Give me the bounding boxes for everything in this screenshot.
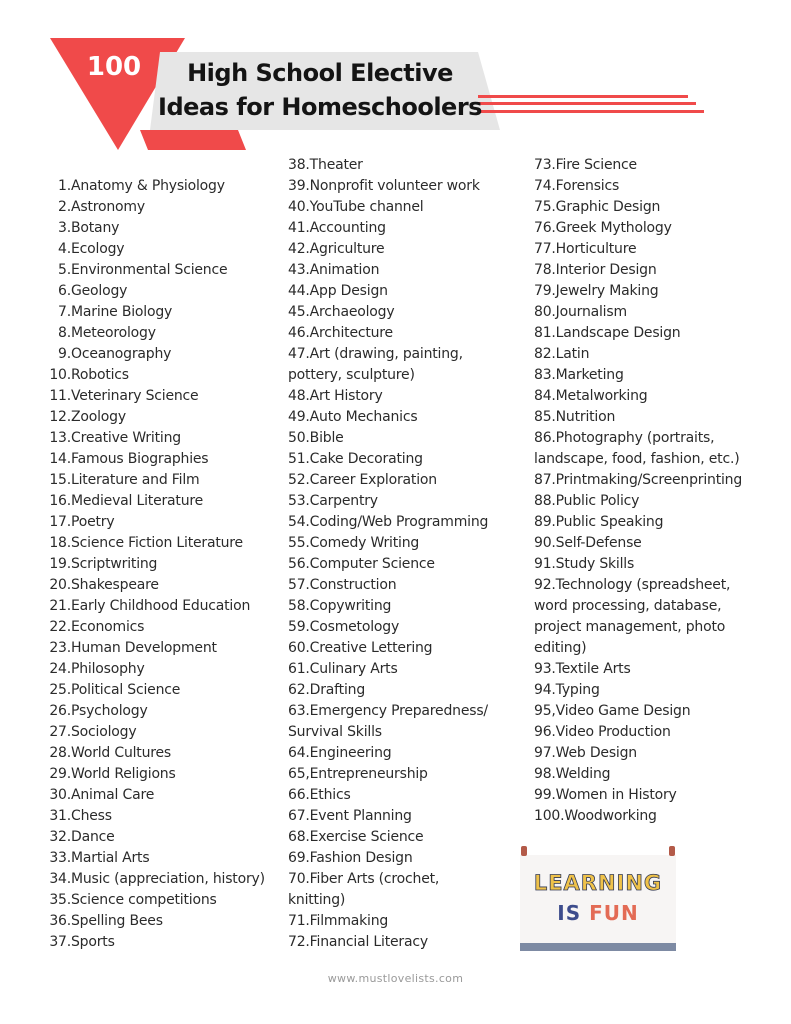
list-column-2: [288, 155, 488, 953]
list-item: [0, 512, 265, 533]
list-item: [0, 533, 265, 554]
list-item: 42.Agriculture: [288, 241, 385, 257]
item-label: Poetry: [71, 514, 115, 530]
item-label: Chess: [71, 808, 112, 824]
item-number: 15.: [49, 472, 71, 488]
list-item: 75.Graphic Design: [534, 199, 661, 215]
item-label: Political Science: [71, 682, 181, 698]
list-item: 67.Event Planning: [288, 808, 412, 824]
list-item: [0, 449, 265, 470]
item-label: Philosophy: [71, 661, 145, 677]
list-item: word processing, database,: [534, 598, 722, 614]
sign-line-2: [517, 901, 679, 925]
item-number: 5.: [58, 262, 71, 278]
item-label: World Cultures: [71, 745, 172, 761]
list-item: [0, 344, 265, 365]
item-label: Early Childhood Education: [71, 598, 251, 614]
list-item: 40.YouTube channel: [288, 199, 424, 215]
item-number: 16.: [49, 493, 71, 509]
item-number: 17.: [49, 514, 71, 530]
list-item: 90.Self-Defense: [534, 535, 642, 551]
item-label: Psychology: [71, 703, 148, 719]
item-label: Medieval Literature: [71, 493, 204, 509]
list-column-3: [534, 155, 742, 827]
item-label: Environmental Science: [71, 262, 228, 278]
list-item: 50.Bible: [288, 430, 344, 446]
list-item: [0, 785, 265, 806]
list-item: 93.Textile Arts: [534, 661, 631, 677]
list-item: [0, 575, 265, 596]
list-item: 49.Auto Mechanics: [288, 409, 418, 425]
item-label: Scriptwriting: [71, 556, 158, 572]
badge-number: 100: [86, 52, 142, 82]
item-number: 3.: [58, 220, 71, 236]
list-item: 70.Fiber Arts (crochet,: [288, 871, 440, 887]
item-number: 1.: [58, 178, 71, 194]
title-line-1: High School Elective: [187, 59, 453, 87]
item-label: Creative Writing: [71, 430, 181, 446]
item-number: 6.: [58, 283, 71, 299]
list-item: 80.Journalism: [534, 304, 627, 320]
list-item: 60.Creative Lettering: [288, 640, 433, 656]
item-number: 37.: [49, 934, 71, 950]
list-item: Survival Skills: [288, 724, 382, 740]
list-item: [0, 239, 265, 260]
pin-icon: [521, 846, 527, 856]
item-number: 35.: [49, 892, 71, 908]
item-label: Sociology: [71, 724, 137, 740]
list-item: landscape, food, fashion, etc.): [534, 451, 740, 467]
item-number: 34.: [49, 871, 71, 887]
footer-url: www.mustlovelists.com: [327, 972, 464, 985]
item-number: 14.: [49, 451, 71, 467]
list-item: [0, 890, 265, 911]
item-number: 10.: [49, 367, 71, 383]
list-item: [0, 554, 265, 575]
list-item: 57.Construction: [288, 577, 397, 593]
item-number: 25.: [49, 682, 71, 698]
item-label: Oceanography: [71, 346, 172, 362]
list-item: 45.Archaeology: [288, 304, 395, 320]
list-item: 41.Accounting: [288, 220, 386, 236]
item-label: Geology: [71, 283, 128, 299]
list-item: 59.Cosmetology: [288, 619, 400, 635]
item-number: 26.: [49, 703, 71, 719]
list-item: [0, 491, 265, 512]
list-item: [0, 869, 265, 890]
list-item: [0, 260, 265, 281]
list-item: 71.Filmmaking: [288, 913, 389, 929]
list-item: 43.Animation: [288, 262, 380, 278]
item-number: 23.: [49, 640, 71, 656]
list-item: 69.Fashion Design: [288, 850, 413, 866]
list-item: 63.Emergency Preparedness/: [288, 703, 488, 719]
list-item: 96.Video Production: [534, 724, 671, 740]
item-number: 18.: [49, 535, 71, 551]
list-item: 55.Comedy Writing: [288, 535, 420, 551]
item-number: 28.: [49, 745, 71, 761]
list-item: 78.Interior Design: [534, 262, 657, 278]
list-item: 52.Career Exploration: [288, 472, 437, 488]
item-number: 30.: [49, 787, 71, 803]
item-label: Shakespeare: [71, 577, 159, 593]
list-item: 51.Cake Decorating: [288, 451, 423, 467]
list-item: [0, 617, 265, 638]
item-number: 2.: [58, 199, 71, 215]
list-item: 95,Video Game Design: [534, 703, 691, 719]
list-item: 58.Copywriting: [288, 598, 392, 614]
list-item: [0, 176, 265, 197]
list-item: 46.Architecture: [288, 325, 393, 341]
list-item: 73.Fire Science: [534, 157, 637, 173]
list-item: [0, 911, 265, 932]
item-label: Dance: [71, 829, 115, 845]
item-label: Human Development: [71, 640, 217, 656]
item-number: 13.: [49, 430, 71, 446]
item-number: 24.: [49, 661, 71, 677]
list-item: 54.Coding/Web Programming: [288, 514, 489, 530]
list-item: 56.Computer Science: [288, 556, 435, 572]
list-item: knitting): [288, 892, 346, 908]
item-label: Astronomy: [71, 199, 145, 215]
list-item: [0, 848, 265, 869]
learning-is-fun-sign: [517, 843, 679, 953]
item-label: World Religions: [71, 766, 176, 782]
item-label: Martial Arts: [71, 850, 150, 866]
list-item: 85.Nutrition: [534, 409, 616, 425]
list-item: [0, 932, 265, 953]
list-item: 99.Women in History: [534, 787, 677, 803]
item-number: 19.: [49, 556, 71, 572]
red-rule-3: [478, 110, 704, 113]
list-item: pottery, sculpture): [288, 367, 415, 383]
list-item: 87.Printmaking/Screenprinting: [534, 472, 743, 488]
list-item: 79.Jewelry Making: [534, 283, 659, 299]
item-label: Famous Biographies: [71, 451, 209, 467]
item-number: 29.: [49, 766, 71, 782]
item-number: 22.: [49, 619, 71, 635]
item-label: Robotics: [71, 367, 129, 383]
item-number: 21.: [49, 598, 71, 614]
item-label: Botany: [71, 220, 120, 236]
list-item: editing): [534, 640, 587, 656]
item-label: Spelling Bees: [71, 913, 163, 929]
red-strip: [140, 130, 246, 150]
list-item: project management, photo: [534, 619, 726, 635]
list-item: 74.Forensics: [534, 178, 620, 194]
list-item: 82.Latin: [534, 346, 590, 362]
list-item: 64.Engineering: [288, 745, 392, 761]
item-label: Meteorology: [71, 325, 156, 341]
list-item: 97.Web Design: [534, 745, 637, 761]
list-item: 53.Carpentry: [288, 493, 378, 509]
item-number: 7.: [58, 304, 71, 320]
sign-line-1: LEARNING: [533, 871, 663, 895]
list-item: [0, 827, 265, 848]
list-item: [0, 596, 265, 617]
item-label: Science Fiction Literature: [71, 535, 243, 551]
item-label: Sports: [71, 934, 115, 950]
list-item: 44.App Design: [288, 283, 388, 299]
list-item: 84.Metalworking: [534, 388, 648, 404]
list-item: 76.Greek Mythology: [534, 220, 672, 236]
list-item: 61.Culinary Arts: [288, 661, 398, 677]
list-item: 100.Woodworking: [534, 808, 657, 824]
list-item: 38.Theater: [288, 157, 363, 173]
title-line-2: Ideas for Homeschoolers: [158, 93, 482, 121]
list-item: 91.Study Skills: [534, 556, 635, 572]
item-number: 4.: [58, 241, 71, 257]
list-item: 66.Ethics: [288, 787, 351, 803]
list-item: [0, 470, 265, 491]
item-number: 8.: [58, 325, 71, 341]
item-label: Science competitions: [71, 892, 217, 908]
page-title: [150, 56, 490, 124]
pin-icon: [669, 846, 675, 856]
list-item: 83.Marketing: [534, 367, 624, 383]
item-label: Marine Biology: [71, 304, 173, 320]
list-item: [0, 281, 265, 302]
item-number: 32.: [49, 829, 71, 845]
list-item: 88.Public Policy: [534, 493, 640, 509]
list-item: [0, 197, 265, 218]
list-item: [0, 659, 265, 680]
item-number: 20.: [49, 577, 71, 593]
list-item: [0, 701, 265, 722]
item-label: Economics: [71, 619, 145, 635]
sign-word-fun: FUN: [589, 901, 639, 925]
list-item: 89.Public Speaking: [534, 514, 664, 530]
list-item: 48.Art History: [288, 388, 383, 404]
item-label: Veterinary Science: [71, 388, 199, 404]
list-item: 68.Exercise Science: [288, 829, 424, 845]
item-number: 33.: [49, 850, 71, 866]
list-item: [0, 323, 265, 344]
list-item: [0, 218, 265, 239]
item-number: 9.: [58, 346, 71, 362]
red-rule-1: [478, 95, 688, 98]
list-item: [0, 638, 265, 659]
list-item: 77.Horticulture: [534, 241, 637, 257]
item-label: Anatomy & Physiology: [71, 178, 225, 194]
list-item: [0, 806, 265, 827]
item-number: 36.: [49, 913, 71, 929]
list-item: 39.Nonprofit volunteer work: [288, 178, 480, 194]
list-item: 47.Art (drawing, painting,: [288, 346, 463, 362]
item-number: 11.: [49, 388, 71, 404]
item-label: Literature and Film: [71, 472, 200, 488]
list-item: 72.Financial Literacy: [288, 934, 428, 950]
list-item: [0, 722, 265, 743]
list-item: [0, 764, 265, 785]
item-number: 12.: [49, 409, 71, 425]
item-label: Ecology: [71, 241, 125, 257]
red-rule-2: [478, 102, 696, 105]
list-item: [0, 386, 265, 407]
list-item: 92.Technology (spreadsheet,: [534, 577, 731, 593]
item-label: Zoology: [71, 409, 126, 425]
item-label: Animal Care: [71, 787, 155, 803]
list-item: 62.Drafting: [288, 682, 366, 698]
list-item: 65,Entrepreneurship: [288, 766, 428, 782]
list-item: 86.Photography (portraits,: [534, 430, 715, 446]
list-item: [0, 428, 265, 449]
item-number: 27.: [49, 724, 71, 740]
header-banner: [0, 0, 791, 160]
list-column-1: [0, 176, 265, 953]
list-item: 94.Typing: [534, 682, 600, 698]
list-item: 98.Welding: [534, 766, 611, 782]
list-item: 81.Landscape Design: [534, 325, 681, 341]
item-number: 31.: [49, 808, 71, 824]
sign-word-is: IS: [557, 901, 582, 925]
list-item: [0, 743, 265, 764]
list-item: [0, 407, 265, 428]
list-item: [0, 365, 265, 386]
list-item: [0, 680, 265, 701]
list-item: [0, 302, 265, 323]
item-label: Music (appreciation, history): [71, 871, 265, 887]
